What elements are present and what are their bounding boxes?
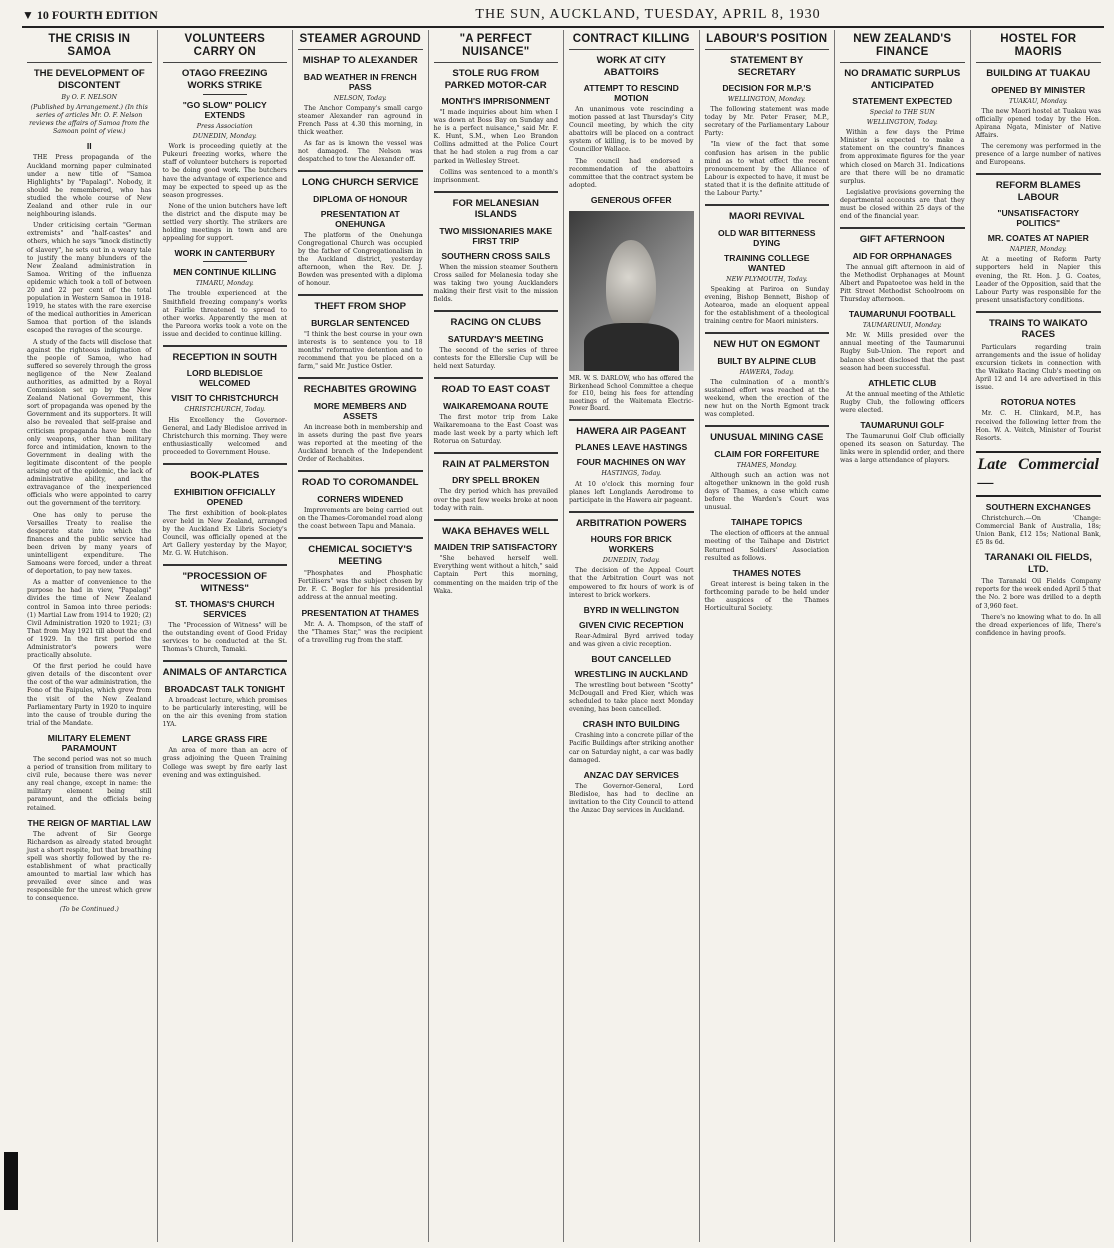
article-paragraph: The decision of the Appeal Court that the Arbitration Court was not empowered to fix hours of work is of interest to brick workers. [569, 567, 694, 599]
article-paragraph: Crashing into a concrete pillar of the Pacific Buildings after striking another car on Saturday night, a car was badly damaged. [569, 732, 694, 764]
subheadline: SATURDAY'S MEETING [447, 333, 544, 344]
newspaper-title: THE SUN, AUCKLAND, TUESDAY, APRIL 8, 1930 [475, 7, 821, 22]
dateline: NELSON, Today. [333, 94, 387, 102]
subheadline: SOUTHERN EXCHANGES [985, 501, 1091, 512]
article-paragraph: As far as is known the vessel was not damaged. The Nelson was despatched to tow the Alexander off. [298, 139, 423, 164]
article-paragraph: At the annual meeting of the Athletic Rugby Club, the following officers were elected. [840, 390, 965, 414]
headline: STEAMER AGROUND [298, 30, 423, 50]
subheadline: FOR MELANESIAN ISLANDS [452, 197, 539, 221]
subheadline: RECEPTION IN SOUTH [172, 351, 277, 363]
article-paragraph: Although such an action was not altogether unknown in the gold rush days of Thames, a case which came before the Warden's Court was unusual. [704, 471, 829, 512]
article-paragraph: The culmination of a month's sustained effort was reached at the weekend, when the erection of the new hut on the North Egmont track was completed. [704, 378, 829, 419]
article-paragraph: The second of the series of three contests for the Ellerslie Cup will be held next Saturday. [433, 346, 558, 370]
subheadline: MAIDEN TRIP SATISFACTORY [434, 542, 558, 553]
press-association: Press Association [196, 123, 253, 130]
article-paragraph: At 10 o'clock this morning four planes left Longlands Aerodrome to participate in the Hawera air pageant. [569, 480, 694, 504]
article-paragraph: "I made inquiries about him when I was down at Boss Bay on Sunday and he is a perfect nuisance," said Mr. F. K. Hunt, S.M., when Leo Brandon Collins admitted at the Police Court that he had stolen a rug from a car parked in Wellesley Street. [433, 109, 558, 165]
article-paragraph: The platform of the Onehunga Congregational Church was occupied by the father of Congregationalism in the Auckland district, yesterday afternoon, when the Rev. Dr. J. Bowden was presented with a diploma of honour. [298, 231, 423, 288]
subheadline: CORNERS WIDENED [317, 493, 404, 504]
subheadline: LONG CHURCH SERVICE [301, 177, 419, 189]
subheadline: ANIMALS OF ANTARCTICA [162, 667, 287, 679]
article-paragraph: "I think the best course in your own interests is to sentence you to 18 months' reformative detention and to recommend that you be placed on a farm," said Mr. Justice Ostler. [298, 330, 423, 371]
subheadline: HOURS FOR BRICK WORKERS [590, 534, 672, 555]
photo-caption: MR. W. S. DARLOW, who has offered the Birkenhead School Committee a cheque for £10, being his fees for attending meetings of the Waitemata Electric-Power Board. [569, 374, 694, 413]
headline: CONTRACT KILLING [569, 30, 694, 50]
subheadline: RECHABITES GROWING [303, 384, 417, 396]
subheadline: BAD WEATHER IN FRENCH PASS [303, 71, 417, 92]
article-paragraph: None of the union butchers have left the district and the dispute may be settled very shortly. The strikers are holding meetings in town and are appealing for support. [162, 202, 287, 243]
subheadline: BURGLAR SENTENCED [311, 317, 410, 328]
article-paragraph: A study of the facts will disclose that against the righteous indignation of the people of Samoa, who had suffered so severely through the gross negligence of the New Zealand authorities, as admitted by a Royal Commission set up by the New Zealand National Government, this sort of propaganda was opened by the Government and its supporters. It will also be revealed that self-praise and criticism propaganda have been the only weapons, other than military force and intimidation, known to the Government in dealing with the legitimate discontent of the people arising out of the epidemic, the lack of administrative ability, and the extravagance of the inexperienced officials who were appointed to carry out the government of the territory. [27, 338, 152, 508]
subheadline: TRAINS TO WAIKATO RACES [988, 317, 1088, 341]
subheadline: WORK IN CANTERBURY [174, 248, 275, 259]
subheadline: MORE MEMBERS AND ASSETS [313, 400, 407, 421]
article-paragraph: The new Maori hostel at Tuakau was officially opened today by the Hon. Apirana Ngata, Minister of Native Affairs. [975, 107, 1101, 139]
article-paragraph: The ceremony was performed in the presence of a large number of natives and Europeans. [975, 142, 1101, 167]
article-paragraph: An unanimous vote rescinding a motion passed at last Thursday's City Council meeting, by which the city abattoirs will be placed on a contract system of killing, is to be moved by Councillor Wallace. [569, 106, 694, 154]
subheadline: THAMES NOTES [732, 567, 801, 578]
column-5 [564, 30, 700, 1242]
subheadline: OLD WAR BITTERNESS DYING [718, 227, 816, 248]
dateline: TAUMARUNUI, Monday. [862, 322, 942, 330]
dateline: WELLINGTON, Monday. [727, 96, 806, 103]
article-paragraph: Great interest is being taken in the forthcoming parade to be held under the auspices of the Thames Horticultural Society. [704, 580, 829, 612]
subheadline: ROAD TO COROMANDEL [301, 477, 419, 489]
article-paragraph: "In view of the fact that some confusion has arisen in the public mind as to what effect the recent pronouncement by the Alliance of Labour is expected to have, it must be stated that it is the definite attitude of the Labour Party." [704, 141, 829, 198]
dateline: HAWERA, Today. [739, 368, 794, 376]
article-paragraph: His Excellency the Governor-General, and Lady Bledisloe arrived in Christchurch this morning. They were enthusiastically welcomed and proceeded to Government House. [162, 416, 287, 456]
section-number: II [86, 141, 92, 152]
dateline: THAMES, Monday. [736, 461, 797, 469]
subheadline: REFORM BLAMES LABOUR [995, 180, 1081, 203]
article-paragraph: The following statement was made today by Mr. Peter Fraser, M.P., secretary of the Parliamentary Labour Party: [704, 106, 829, 138]
dateline: CHRISTCHURCH, Today. [184, 406, 266, 414]
column-4 [429, 30, 565, 1242]
article-paragraph: Christchurch.—On 'Change: Commercial Bank of Australia, 18s; Union Bank, £12 15s; National Bank, £5 8s 6d. [975, 514, 1101, 547]
subheadline: STOLE RUG FROM PARKED MOTOR-CAR [444, 68, 547, 91]
dateline: TIMARU, Monday. [195, 280, 254, 288]
subheadline: ATTEMPT TO RESCIND MOTION [583, 83, 679, 103]
article-paragraph: The trouble experienced at the Smithfield freezing company's works at Fairlie threatened to spread to other works. Apparently the men at the Pareora works took a vote on the issue and decided to continue killing. [162, 290, 287, 338]
article-paragraph: An increase both in membership and in assets during the past five years was reported at the meeting of the Auckland branch of the Independent Order of Rechabites. [298, 423, 423, 464]
headline: LABOUR'S POSITION [705, 30, 830, 50]
dateline: TUAKAU, Monday. [1009, 97, 1068, 105]
subheadline: WAIKAREMOANA ROUTE [443, 400, 549, 411]
subheadline: GENEROUS OFFER [590, 194, 672, 205]
article-paragraph: "She behaved herself well. Everything went without a hitch," said Captain Pert this morning, commenting on the maiden trip of the Waka. [433, 555, 558, 595]
article-paragraph: Speaking at Pariroa on Sunday evening, Bishop Bennett, Bishop of Aotearoa, made an eloquent appeal for the establishment of a theological training centre for Maori ministers. [704, 285, 829, 326]
subheadline: VISIT TO CHRISTCHURCH [171, 393, 279, 404]
article-paragraph: The dry period which has prevailed over the past few weeks broke at noon today with rain. [433, 488, 558, 512]
subheadline: TARANAKI OIL FIELDS, LTD. [984, 552, 1092, 575]
article-paragraph: An area of more than an acre of grass adjoining the Queen Training College was swept by fire early last evening and was extinguished. [162, 747, 287, 779]
article-paragraph: A broadcast lecture, which promises to be particularly interesting, will be on the air this evening from station 1YA. [162, 696, 287, 729]
late-commercial-banner: Late Commercial— [976, 451, 1102, 497]
article-paragraph: Mr. W. Mills presided over the annual meeting of the Taumarunui Rugby Sub-Union. The report and balance sheet disclosed that the past season had been successful. [840, 332, 965, 372]
article-paragraph: Improvements are being carried out on the Thames-Coromandel road along the coast between Tapu and Manaia. [298, 506, 423, 531]
dateline: HASTINGS, Today. [601, 470, 662, 478]
article-paragraph: "Phosphates and Phosphatic Fertilisers" was the subject chosen by Dr. F. C. Bogler for his presidential address at the annual meeting. [298, 570, 423, 602]
subheadline: ATHLETIC CLUB [868, 377, 937, 388]
subheadline: MR. COATES AT NAPIER [987, 233, 1089, 244]
article-paragraph: When the mission steamer Southern Cross sailed for Melanesia today she was taking two young Aucklanders making their first visit to the mission fields. [433, 263, 558, 304]
article-paragraph: At a meeting of Reform Party supporters held in Napier this evening, the Rt. Hon. J. G. Coates, Leader of the Opposition, said that the Labour Party was responsible for the present unsatisfactory conditions. [975, 256, 1101, 304]
article-paragraph: Under criticising certain "German extremists" and "half-castes" and others, which he says "knock distinctly of slavery", he sets out in a weary tale to justify the many blunders of the New Zealand administration in Samoa. Writing of the influenza epidemic which took a toll of between 20 and 22 per cent of the total population in Western Samoa in 1918-1919, he states with the rare exercise of the medical authorities in American Samoa that portion of the islands escaped the ravages of the scourge. [27, 222, 152, 335]
subheadline: GIFT AFTERNOON [859, 234, 945, 246]
article-paragraph: As a matter of convenience to the purpose he had in view, "Papalagi" divides the time of New Zealand control in Samoa into three periods: (1) Martial Law from 1914 to 1920; (2) Civil Administration 1920 to 1921; (3) That from May 1921 till about the end of 1929. In the first period the Administrator's powers were practically absolute. [27, 579, 152, 660]
subheadline: "GO SLOW" POLICY EXTENDS [182, 100, 267, 120]
subheadline: THEFT FROM SHOP [314, 301, 407, 313]
subheadline: "PROCESSION OF WITNESS" [182, 571, 267, 594]
subheadline: "UNSATISFACTORY POLITICS" [997, 208, 1080, 229]
subheadline: BOUT CANCELLED [591, 653, 672, 664]
article-paragraph: The Anchor Company's small cargo steamer Alexander ran aground in French Pass at 4.30 this morning, in thick weather. [298, 104, 423, 136]
subheadline: TAUMARUNUI FOOTBALL [848, 309, 956, 320]
article-paragraph: The first exhibition of book-plates ever held in New Zealand, arranged by the Auckland Ex Libris Society's Council, was officially opened at the Art Gallery yesterday by the Mayor, Mr. G. W. Hutchison. [162, 509, 287, 557]
column-3 [293, 30, 429, 1242]
subheadline: OTAGO FREEZING WORKS STRIKE [181, 68, 268, 91]
subheadline: STATEMENT BY SECRETARY [730, 55, 804, 78]
article-paragraph: THE Press propaganda of the Auckland morning paper culminated under a new title of "Samoa Highlights" by "Papalagi". Nobody, it should be remembered, who has studied the whole course of New Zealand and other rule in our neighbouring islands. [27, 154, 152, 219]
article-paragraph: The wrestling bout between "Scotty" McDougall and Fred Kier, which was scheduled to take place next Monday evening, has been cancelled. [569, 681, 694, 714]
article-paragraph: The annual gift afternoon in aid of the Methodist Orphanages at Mount Albert and Papatoetoe was held in the Pitt Street Methodist Schoolroom on Thursday afternoon. [840, 263, 965, 304]
headline: VOLUNTEERS CARRY ON [163, 30, 288, 63]
subheadline: THE REIGN OF MARTIAL LAW [27, 817, 151, 828]
article-paragraph: Mr. A. A. Thompson, of the staff of the "Thames Star," was the recipient of a travelling rug from the staff. [298, 620, 423, 644]
editor-note: (Published by Arrangement.) (In this series of articles Mr. O. F. Nelson reviews the affairs of Samoa from the Samoan point of view.) [29, 104, 150, 136]
subheadline: WORK AT CITY ABATTOIRS [596, 55, 666, 78]
subheadline: GIVEN CIVIC RECEPTION [578, 619, 684, 630]
article-paragraph: The first motor trip from Lake Waikaremoana to the East Coast was made last week by a party which left Rotorua on Saturday. [433, 413, 558, 445]
subheadline: OPENED BY MINISTER [991, 84, 1086, 95]
subheadline: BUILDING AT TUAKAU [986, 68, 1091, 79]
article-paragraph: Within a few days the Prime Minister is expected to make a statement on the country's finances from approximate figures for the year which closed on March 31. Indications are that there will be no dramatic surplus. [840, 129, 965, 185]
subheadline: LARGE GRASS FIRE [182, 734, 268, 745]
subheadline: NO DRAMATIC SURPLUS ANTICIPATED [844, 68, 961, 91]
subheadline: UNUSUAL MINING CASE [710, 432, 824, 444]
article-paragraph: The council had endorsed a recommendation of the abattoirs committee that the contract system be adopted. [569, 157, 694, 189]
dateline: NAPIER, Monday. [1009, 246, 1067, 254]
subheadline: HAWERA AIR PAGEANT [576, 425, 687, 437]
subheadline: CLAIM FOR FORFEITURE [714, 448, 820, 459]
newspaper-columns [22, 30, 1106, 1242]
subheadline: LORD BLEDISLOE WELCOMED [186, 368, 263, 389]
byline: By O. F. NELSON [61, 94, 118, 101]
subheadline: BUILT BY ALPINE CLUB [717, 355, 817, 366]
article-paragraph: Work is proceeding quietly at the Pukeuri freezing works, where the staff of volunteer butchers is reported to be doing good work. The butchers have the advantage of experience and may be expected to speed up as the season progresses. [162, 143, 287, 199]
subheadline: SOUTHERN CROSS SAILS [441, 250, 551, 261]
dateline: NEW PLYMOUTH, Today. [726, 275, 808, 283]
subheadline: DECISION FOR M.P.'S [722, 83, 812, 93]
subheadline: BOOK-PLATES [190, 470, 260, 482]
subheadline: CHEMICAL SOCIETY'S MEETING [308, 544, 413, 567]
article-paragraph: Rear-Admiral Byrd arrived today and was given a civic reception. [569, 632, 694, 648]
article-paragraph: The second period was not so much a period of transition from military to civil rule, because there was never any real change, except in name: the military element being still paramount, and the officials being retained. [27, 755, 152, 812]
continued-note: (To be Continued.) [59, 906, 119, 914]
subheadline: MAORI REVIVAL [728, 211, 805, 223]
subheadline: PRESENTATION AT ONEHUNGA [320, 208, 400, 229]
column-8 [971, 30, 1107, 1242]
column-6 [700, 30, 836, 1242]
subheadline: ROAD TO EAST COAST [441, 384, 551, 396]
column-1 [22, 30, 158, 1242]
subheadline: TRAINING COLLEGE WANTED [724, 252, 810, 273]
article-paragraph: Collins was sentenced to a month's imprisonment. [433, 168, 558, 184]
subheadline: TAIHAPE TOPICS [731, 517, 803, 528]
headline: THE CRISIS IN SAMOA [27, 30, 152, 63]
subheadline: DRY SPELL BROKEN [452, 475, 540, 486]
dateline: DUNEDIN, Monday. [192, 133, 257, 141]
headline: HOSTEL FOR MAORIS [976, 30, 1102, 63]
subheadline: PRESENTATION AT THAMES [301, 607, 420, 618]
article-paragraph: Of the first period he could have given details of the discontent over the cost of the war administration, the Fono of the Faipules, which grew from the visit of the New Zealand Parliamentary Party in 1920 to inquire into the cause of trouble during the trial of the Mandate. [27, 663, 152, 727]
page-edge-mark [4, 1152, 18, 1210]
subheadline: CRASH INTO BUILDING [582, 719, 680, 730]
subheadline: ANZAC DAY SERVICES [583, 769, 679, 780]
article-paragraph: The election of officers at the annual meeting of the Taihape and District Returned Soldiers' Association resulted as follows. [704, 530, 829, 562]
subheadline: MEN CONTINUE KILLING [173, 267, 277, 278]
subheadline: STATEMENT EXPECTED [852, 96, 953, 106]
subheadline: RAIN AT PALMERSTON [442, 458, 550, 470]
subheadline: TWO MISSIONARIES MAKE FIRST TRIP [439, 225, 553, 246]
subheadline: PLANES LEAVE HASTINGS [575, 442, 688, 453]
article-paragraph: The "Procession of Witness" will be the outstanding event of Good Friday services to be conducted at the St. Thomas's Church, Tamaki. [162, 622, 287, 654]
subheadline: MISHAP TO ALEXANDER [302, 55, 418, 66]
subheadline: AID FOR ORPHANAGES [852, 250, 952, 261]
subheadline: BYRD IN WELLINGTON [583, 604, 679, 615]
column-2 [158, 30, 294, 1242]
article-paragraph: Particulars regarding train arrangements and the issue of holiday excursion tickets in connection with the Waikato Racing Club's meeting on April 12 and 14 are advertised in this issue. [975, 343, 1101, 392]
subheadline: EXHIBITION OFFICIALLY OPENED [174, 486, 276, 507]
subheadline: ST. THOMAS'S CHURCH SERVICES [175, 599, 275, 620]
portrait-photo [569, 211, 694, 371]
subheadline: RACING ON CLUBS [450, 317, 542, 329]
headline: "A PERFECT NUISANCE" [434, 30, 559, 63]
subheadline: WRESTLING IN AUCKLAND [574, 668, 688, 679]
article-paragraph: The Taranaki Oil Fields Company reports for the week ended April 5 that the No. 2 bore was drilled to a depth of 3,960 feet. [975, 578, 1102, 610]
article-paragraph: The Taumarunui Golf Club officially opened its season on Saturday. The links were in splendid order, and there was a large attendance of players. [840, 433, 965, 465]
headline: NEW ZEALAND'S FINANCE [840, 30, 965, 63]
subheadline: FOUR MACHINES ON WAY [576, 457, 686, 468]
subheadline: THE DEVELOPMENT OF DISCONTENT [33, 68, 145, 91]
dateline: WELLINGTON, Today. [866, 119, 938, 127]
subheadline: DIPLOMA OF HONOUR [313, 193, 408, 204]
subheadline: NEW HUT ON EGMONT [713, 339, 821, 351]
subheadline: MONTH'S IMPRISONMENT [441, 96, 550, 106]
article-paragraph: The advent of Sir George Richardson as already stated brought just a short respite, but that breathing spell was shortly followed by the re-establishment of what practically amounted to martial law which has prevailed ever since and was responsible for the unrest which grew to consequence. [27, 830, 152, 903]
subheadline: ROTORUA NOTES [1000, 397, 1076, 408]
article-paragraph: Legislative provisions governing the departmental accounts are that they must be closed within 25 days of the end of the financial year. [840, 188, 965, 221]
article-paragraph: The Governor-General, Lord Bledisloe, has had to decline an invitation to the City Council to attend the Anzac Day services in Auckland. [569, 782, 694, 814]
subheadline: ARBITRATION POWERS [575, 517, 687, 529]
page-number: ▼ 10 FOURTH EDITION [22, 7, 158, 22]
article-paragraph: Mr. C. H. Clinkard, M.P., has received the following letter from the Hon. W. A. Veitch, Minister of Tourist Resorts. [975, 410, 1101, 442]
article-paragraph: One has only to peruse the Versailles Treaty to realise the desperate state into which the finances and the public service had been driven by many years of unintelligent expenditure. The Samoans were forced, under a threat of deportation, to pay new taxes. [27, 511, 152, 576]
dateline: DUNEDIN, Today. [602, 557, 660, 565]
column-7 [835, 30, 971, 1242]
subheadline: BROADCAST TALK TONIGHT [164, 683, 285, 694]
subheadline: WAKA BEHAVES WELL [442, 525, 550, 537]
byline: Special to THE SUN [869, 109, 935, 116]
subheadline: MILITARY ELEMENT PARAMOUNT [47, 732, 131, 753]
masthead [22, 4, 1104, 28]
article-paragraph: There's no knowing what to do. In all the dread experiences of life, There's confidence in having proofs. [975, 613, 1101, 637]
subheadline: TAUMARUNUI GOLF [860, 420, 945, 431]
